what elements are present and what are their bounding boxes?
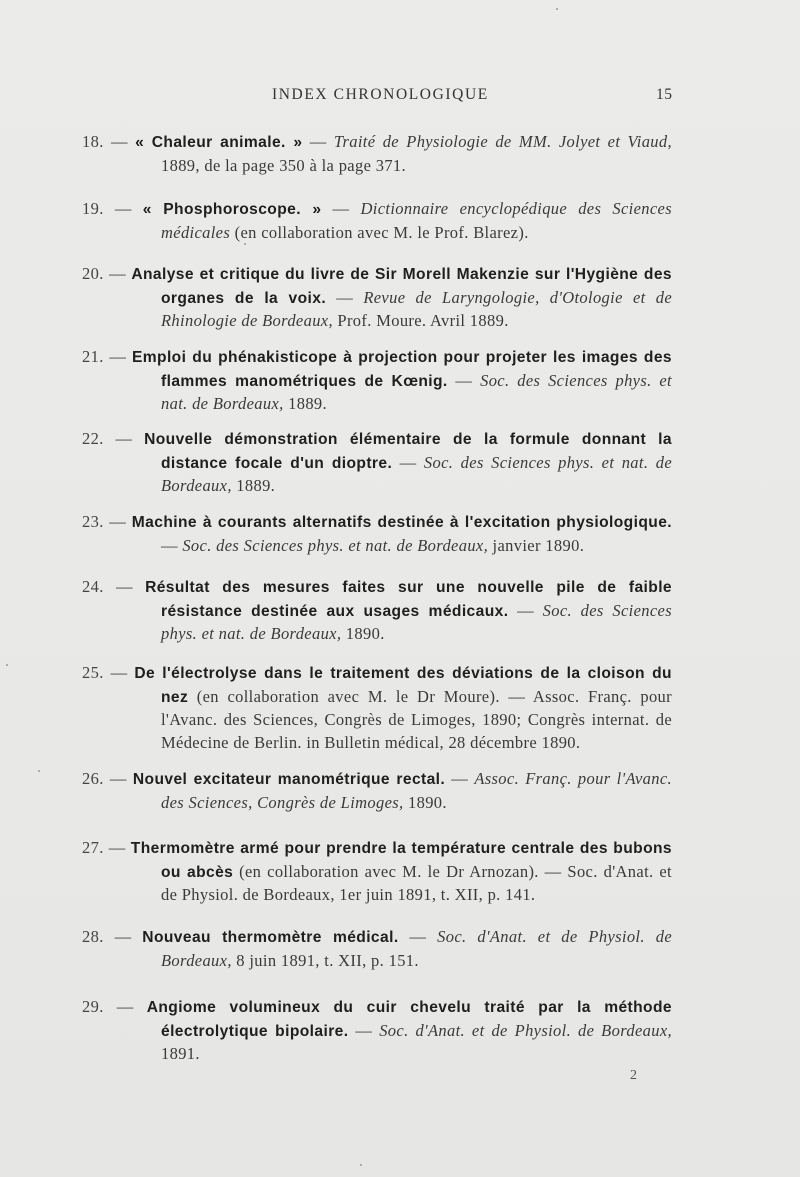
- bibliography-entry: [82, 263, 672, 333]
- entry-separator: —: [103, 132, 136, 151]
- paper-speck: [556, 8, 558, 10]
- header-title: INDEX CHRONOLOGIQUE: [272, 86, 489, 103]
- entry-separator: —: [392, 452, 424, 472]
- entry-separator: —: [161, 535, 183, 555]
- entry-source: Dictionnaire encyclopédique des Sciences médicales: [161, 199, 672, 242]
- entry-separator: —: [302, 132, 334, 151]
- entry-title: Angiome volumineux du cuir chevelu traité par la méthode électrolytique bipolaire.: [146, 999, 672, 1040]
- entry-title: Analyse et critique du livre de Sir Morell Makenzie sur l'Hygiène des organes de la voix.: [131, 266, 672, 307]
- entry-number: 21.: [82, 347, 104, 366]
- entry-separator: —: [326, 287, 364, 307]
- entry-title: De l'électrolyse dans le traitement des déviations de la cloison du nez: [134, 665, 672, 706]
- bibliography-entry: [82, 346, 672, 416]
- entry-details: janvier 1890.: [488, 535, 585, 555]
- entry-number: 27.: [82, 838, 104, 857]
- entry-title: « Chaleur animale. »: [135, 134, 303, 151]
- entry-source: Soc. d'Anat. et de Physiol. de Bordeaux,: [379, 1020, 672, 1040]
- entry-separator: —: [447, 370, 481, 390]
- entry-details: 1889, de la page 350 à la page 371.: [161, 155, 407, 175]
- entry-title: Emploi du phénakisticope à projection pour projeter les images des flammes manométriques de Kœnig.: [131, 349, 672, 390]
- entry-number: 25.: [82, 663, 104, 682]
- entry-separator: —: [508, 600, 543, 620]
- entry-source: Traité de Physiologie de MM. Jolyet et Viaud,: [333, 132, 672, 151]
- entry-number: 28.: [82, 927, 104, 946]
- entry-separator: —: [398, 927, 438, 946]
- entry-details: Prof. Moure. Avril 1889.: [332, 311, 509, 330]
- bibliography-entry: [82, 576, 672, 646]
- entry-title: Nouvel excitateur manométrique rectal.: [132, 771, 446, 788]
- bibliography-entry: [82, 837, 672, 907]
- entry-number: 24.: [82, 577, 104, 596]
- entry-details: 8 juin 1891, t. XII, p. 151.: [231, 950, 419, 970]
- entry-source: Soc. des Sciences phys. et nat. de Bordeaux,: [161, 600, 672, 643]
- entry-separator: —: [348, 1020, 380, 1040]
- entry-separator: —: [103, 663, 135, 682]
- entry-separator: —: [103, 838, 131, 857]
- entry-details: 1890.: [403, 792, 447, 812]
- bibliography-entry: [82, 428, 672, 498]
- bibliography-entry: [82, 996, 672, 1066]
- paper-speck: [244, 243, 246, 245]
- entry-details: 1890.: [341, 624, 385, 643]
- entry-source: Revue de Laryngologie, d'Otologie et de Rhinologie de Bordeaux,: [161, 287, 672, 330]
- entry-details: (en collaboration avec M. le Dr Moure). — Assoc. Franç. pour l'Avanc. des Sciences, Congrès de Limoges, 1890; Congrès internat. de Médecine de Berlin. in Bulletin médical, 28 décembre 1890.: [161, 686, 672, 752]
- entry-title: Résultat des mesures faites sur une nouvelle pile de faible résistance destinée aux usages médicaux.: [145, 579, 672, 620]
- entry-details: (en collaboration avec M. le Prof. Blarez).: [230, 222, 529, 242]
- entry-title: « Phosphoroscope. »: [142, 201, 322, 218]
- paper-speck: [360, 1164, 362, 1166]
- entry-number: 22.: [82, 429, 104, 448]
- entry-details: (en collaboration avec M. le Dr Arnozan). — Soc. d'Anat. et de Physiol. de Bordeaux, 1er juin 1891, t. XII, p. 141.: [161, 861, 672, 904]
- entry-number: 29.: [82, 997, 104, 1016]
- entry-number: 20.: [82, 264, 104, 283]
- entry-source: Assoc. Franç. pour l'Avanc. des Sciences, Congrès de Limoges,: [161, 769, 672, 812]
- bibliography-entry: [82, 926, 672, 972]
- entry-separator: —: [103, 997, 147, 1016]
- entry-details: 1891.: [161, 1044, 200, 1063]
- bibliography-entry: [82, 198, 672, 244]
- entry-separator: —: [103, 347, 132, 366]
- entry-source: Soc. des Sciences phys. et nat. de Bordeaux,: [161, 370, 672, 413]
- entry-number: 26.: [82, 769, 104, 788]
- entry-separator: —: [103, 769, 133, 788]
- entry-details: 1889.: [231, 476, 276, 495]
- bibliography-entry: [82, 131, 672, 177]
- entry-title: Nouveau thermomètre médical.: [142, 929, 399, 946]
- entry-number: 23.: [82, 512, 104, 531]
- entry-number: 18.: [82, 132, 104, 151]
- entry-title: Machine à courants alternatifs destinée à l'excitation physiologique.: [131, 514, 672, 531]
- entry-separator: —: [103, 927, 143, 946]
- entry-details: 1889.: [283, 394, 328, 413]
- page-number: 15: [656, 86, 673, 103]
- paper-speck: [38, 770, 40, 772]
- entry-separator: —: [321, 199, 361, 218]
- paper-speck: [6, 664, 8, 666]
- entry-separator: —: [103, 264, 132, 283]
- entry-separator: —: [103, 429, 145, 448]
- entry-number: 19.: [82, 199, 104, 218]
- entry-separator: —: [103, 577, 146, 596]
- bibliography-entry: [82, 662, 672, 754]
- entry-title: Nouvelle démonstration élémentaire de la formule donnant la distance focale d'un dioptre.: [144, 431, 672, 472]
- running-header: [0, 86, 800, 110]
- entry-source: Soc. des Sciences phys. et nat. de Bordeaux,: [182, 535, 489, 555]
- entry-title: Thermomètre armé pour prendre la température centrale des bubons ou abcès: [130, 840, 672, 881]
- bibliography-entry: [82, 768, 672, 814]
- bibliography-entry: [82, 511, 672, 557]
- entry-separator: —: [103, 512, 132, 531]
- entry-separator: —: [103, 199, 143, 218]
- entry-source: Soc. d'Anat. et de Physiol. de Bordeaux,: [161, 927, 672, 970]
- entry-separator: —: [445, 769, 475, 788]
- signature-mark: 2: [630, 1068, 637, 1083]
- entry-source: Soc. des Sciences phys. et nat. de Bordeaux,: [161, 452, 673, 495]
